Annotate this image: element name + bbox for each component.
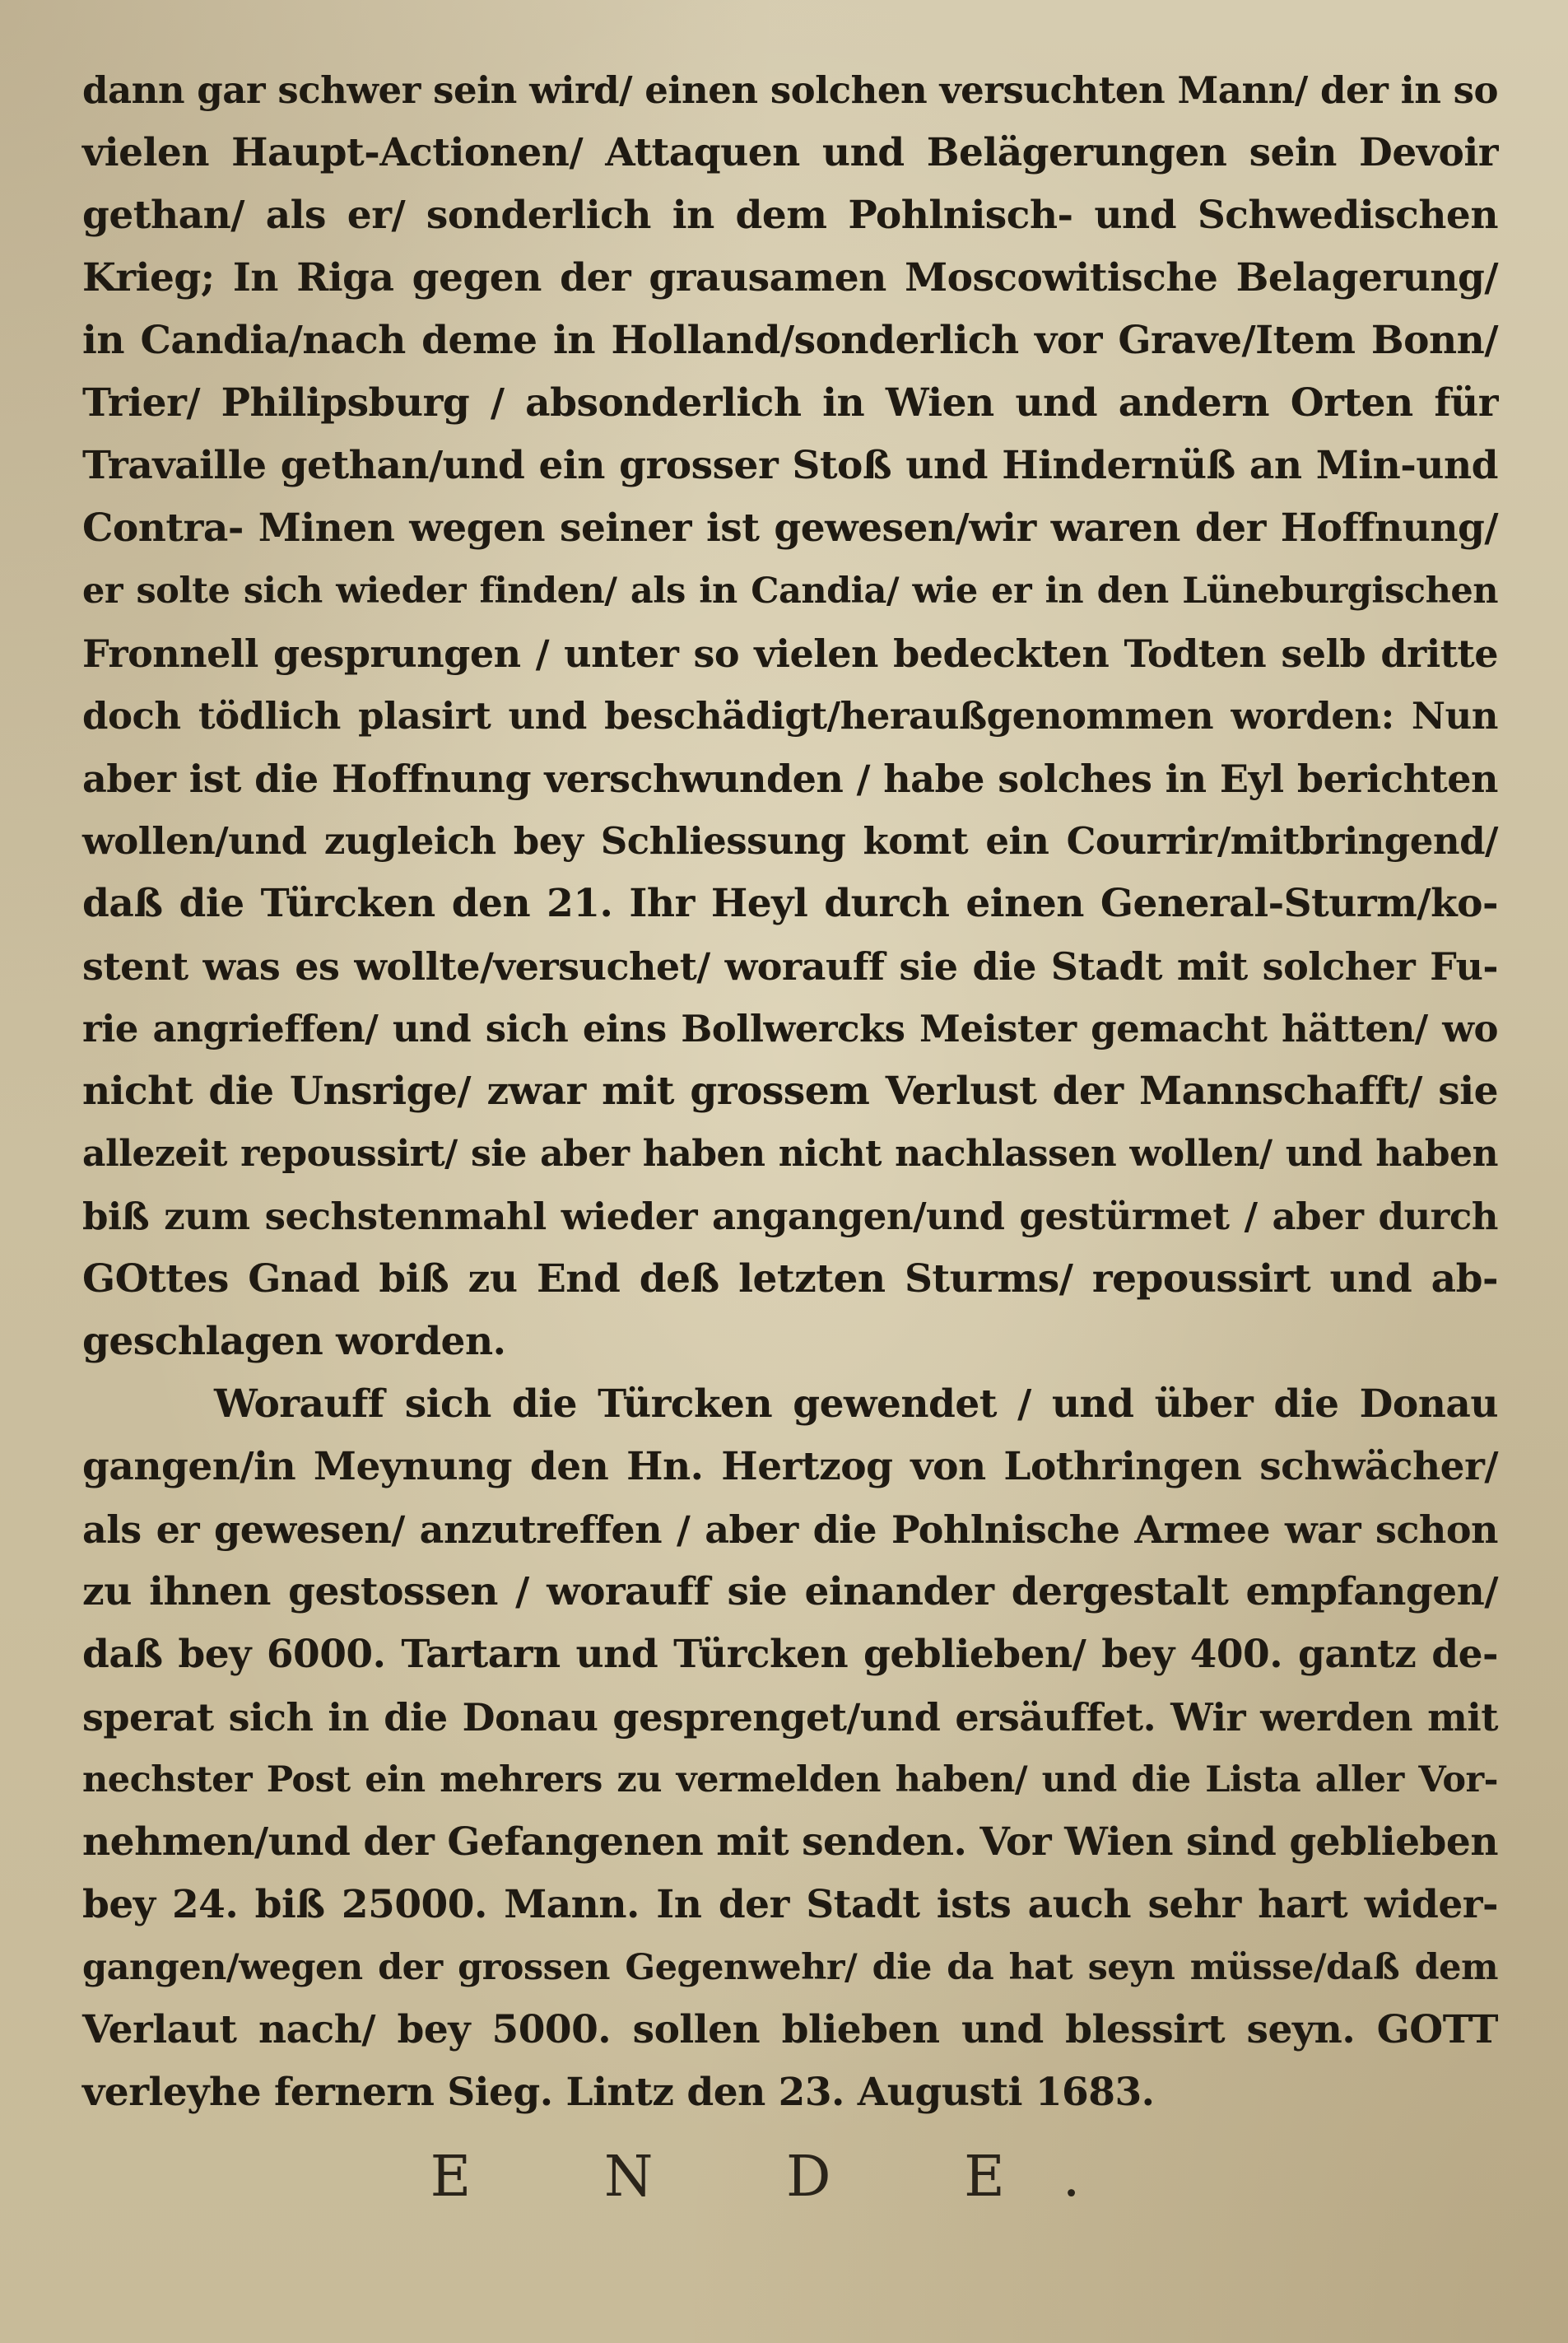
text-line: gangen/in Meynung den Hn. Hertzog von Lothringen schwächer/ [82, 1444, 1498, 1489]
text-line: nehmen/und der Gefangenen mit senden. Vor Wien sind geblieben [82, 1819, 1498, 1865]
text-line: Fronnell gesprungen / unter so vielen bedeckten Todten selb dritte [82, 631, 1498, 676]
text-line: gangen/wegen der grossen Gegenwehr/ die da hat seyn müsse/daß dem [82, 1947, 1498, 1988]
text-line: aber ist die Hoffnung verschwunden / habe solches in Eyl berichten [82, 757, 1498, 801]
text-line: Contra- Minen wegen seiner ist gewesen/wir waren der Hoffnung/ [82, 505, 1498, 551]
text-line: Krieg; In Riga gegen der grausamen Moscowitische Belagerung/ [82, 255, 1498, 300]
text-line: Travaille gethan/und ein grosser Stoß und Hindernüß an Min-und [82, 443, 1498, 488]
text-line: Worauff sich die Türcken gewendet / und über die Donau [214, 1381, 1498, 1427]
paragraph-2 [82, 1373, 1498, 2124]
text-line: dann gar schwer sein wird/ einen solchen versuchten Mann/ der in so [82, 68, 1498, 112]
text-line: Verlaut nach/ bey 5000. sollen blieben und blessirt seyn. GOTT [82, 2007, 1498, 2052]
text-line: bey 24. biß 25000. Mann. In der Stadt ists auch sehr hart wider- [82, 1882, 1498, 1927]
text-line: rie angrieffen/ und sich eins Bollwercks Meister gemacht hätten/ wo [82, 1007, 1498, 1050]
text-line: allezeit repoussirt/ sie aber haben nicht nachlassen wollen/ und haben [82, 1133, 1498, 1175]
text-line: gethan/ als er/ sonderlich in dem Pohlnisch- und Schwedischen [82, 193, 1498, 238]
text-line: geschlagen worden. [82, 1319, 506, 1364]
text-line: vielen Haupt-Actionen/ Attaquen und Belägerungen sein Devoir [82, 130, 1498, 175]
text-line: in Candia/nach deme in Holland/sonderlich vor Grave/Item Bonn/ [82, 318, 1498, 363]
text-line: nechster Post ein mehrers zu vermelden haben/ und die Lista aller Vor- [82, 1759, 1498, 1800]
text-line: Trier/ Philipsburg / absonderlich in Wien und andern Orten für [82, 380, 1498, 426]
text-line: als er gewesen/ anzutreffen / aber die Pohlnische Armee war schon [82, 1507, 1498, 1552]
text-line: doch tödlich plasirt und beschädigt/heraußgenommen worden: Nun [82, 694, 1498, 738]
finis-mark: E N D E. [430, 2145, 1138, 2210]
text-line: er solte sich wieder finden/ als in Candia/ wie er in den Lüneburgischen [82, 571, 1498, 612]
text-line: daß die Türcken den 21. Ihr Heyl durch einen General-Sturm/ko- [82, 881, 1498, 926]
text-line: GOttes Gnad biß zu End deß letzten Sturms/ repoussirt und ab- [82, 1256, 1498, 1302]
paragraph-1 [82, 59, 1498, 1373]
closing-line: verleyhe fernern Sieg. Lintz den 23. Augusti 1683. [82, 2070, 1155, 2115]
text-line: zu ihnen gestossen / worauff sie einander dergestalt empfangen/ [82, 1569, 1498, 1614]
text-line: daß bey 6000. Tartarn und Türcken geblieben/ bey 400. gantz de- [82, 1632, 1498, 1677]
text-line: stent was es wollte/versuchet/ worauff sie die Stadt mit solcher Fu- [82, 944, 1498, 989]
body-text [82, 59, 1498, 2124]
text-line: sperat sich in die Donau gesprenget/und ersäuffet. Wir werden mit [82, 1695, 1498, 1740]
text-line: nicht die Unsrige/ zwar mit grossem Verlust der Mannschafft/ sie [82, 1069, 1498, 1114]
text-line: wollen/und zugleich bey Schliessung komt ein Courrir/mitbringend/ [82, 819, 1498, 863]
text-line: biß zum sechstenmahl wieder angangen/und gestürmet / aber durch [82, 1195, 1498, 1238]
